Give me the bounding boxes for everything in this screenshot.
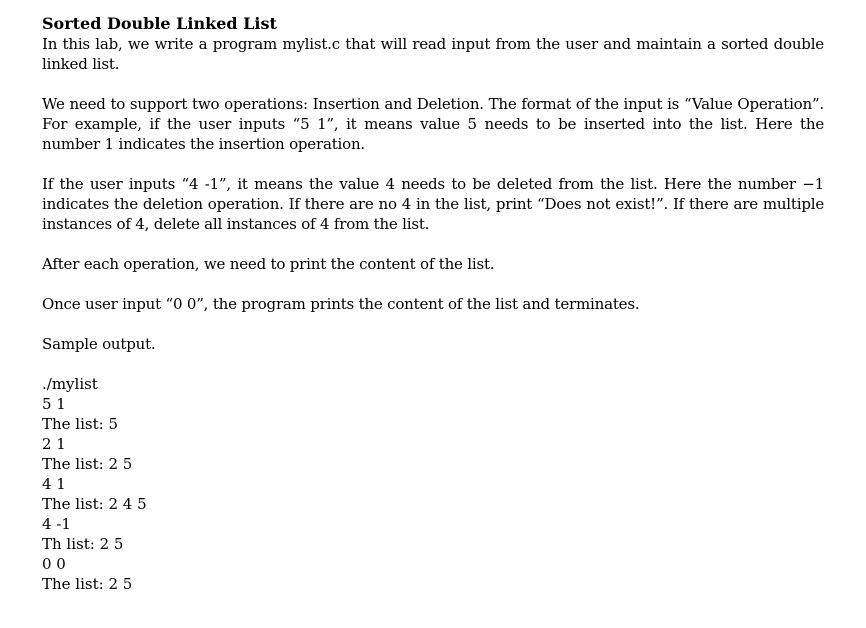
sample-output-line: 0 0 — [42, 555, 66, 573]
sample-output-line: The list: 2 5 — [42, 455, 133, 473]
spacer — [42, 274, 824, 294]
sample-output-line: 4 1 — [42, 475, 66, 493]
operations-paragraph: We need to support two operations: Insertion and Deletion. The format of the input is “Value Operation”. For example, if the user inputs “5 1”, it means value 5 needs to be inserted into the list. Here the number 1 indicates the insertion operation. — [42, 95, 824, 153]
spacer — [42, 234, 824, 254]
document-title: Sorted Double Linked List — [42, 14, 277, 33]
sample-output-line: 4 -1 — [42, 515, 71, 533]
spacer — [42, 314, 824, 334]
print-paragraph: After each operation, we need to print the content of the list. — [42, 255, 495, 273]
deletion-paragraph: If the user inputs “4 -1”, it means the value 4 needs to be deleted from the list. Here the number −1 indicates the deletion operation. If there are no 4 in the list, print “Does not exist!”. If there are multiple instances of 4, delete all instances of 4 from the list. — [42, 175, 824, 233]
sample-output-line: The list: 5 — [42, 415, 118, 433]
spacer — [42, 154, 824, 174]
sample-output-line: ./mylist — [42, 375, 98, 393]
spacer — [42, 354, 824, 374]
sample-output-line: 5 1 — [42, 395, 66, 413]
spacer — [42, 74, 824, 94]
sample-output-line: The list: 2 4 5 — [42, 495, 147, 513]
document-page — [42, 14, 824, 594]
terminate-paragraph: Once user input “0 0”, the program prints the content of the list and terminates. — [42, 295, 640, 313]
sample-heading: Sample output. — [42, 335, 156, 353]
sample-output-line: Th list: 2 5 — [42, 535, 124, 553]
intro-paragraph: In this lab, we write a program mylist.c that will read input from the user and maintain a sorted double linked list. — [42, 35, 824, 73]
sample-output-line: The list: 2 5 — [42, 575, 133, 593]
sample-output-block — [42, 374, 824, 594]
sample-output-line: 2 1 — [42, 435, 66, 453]
